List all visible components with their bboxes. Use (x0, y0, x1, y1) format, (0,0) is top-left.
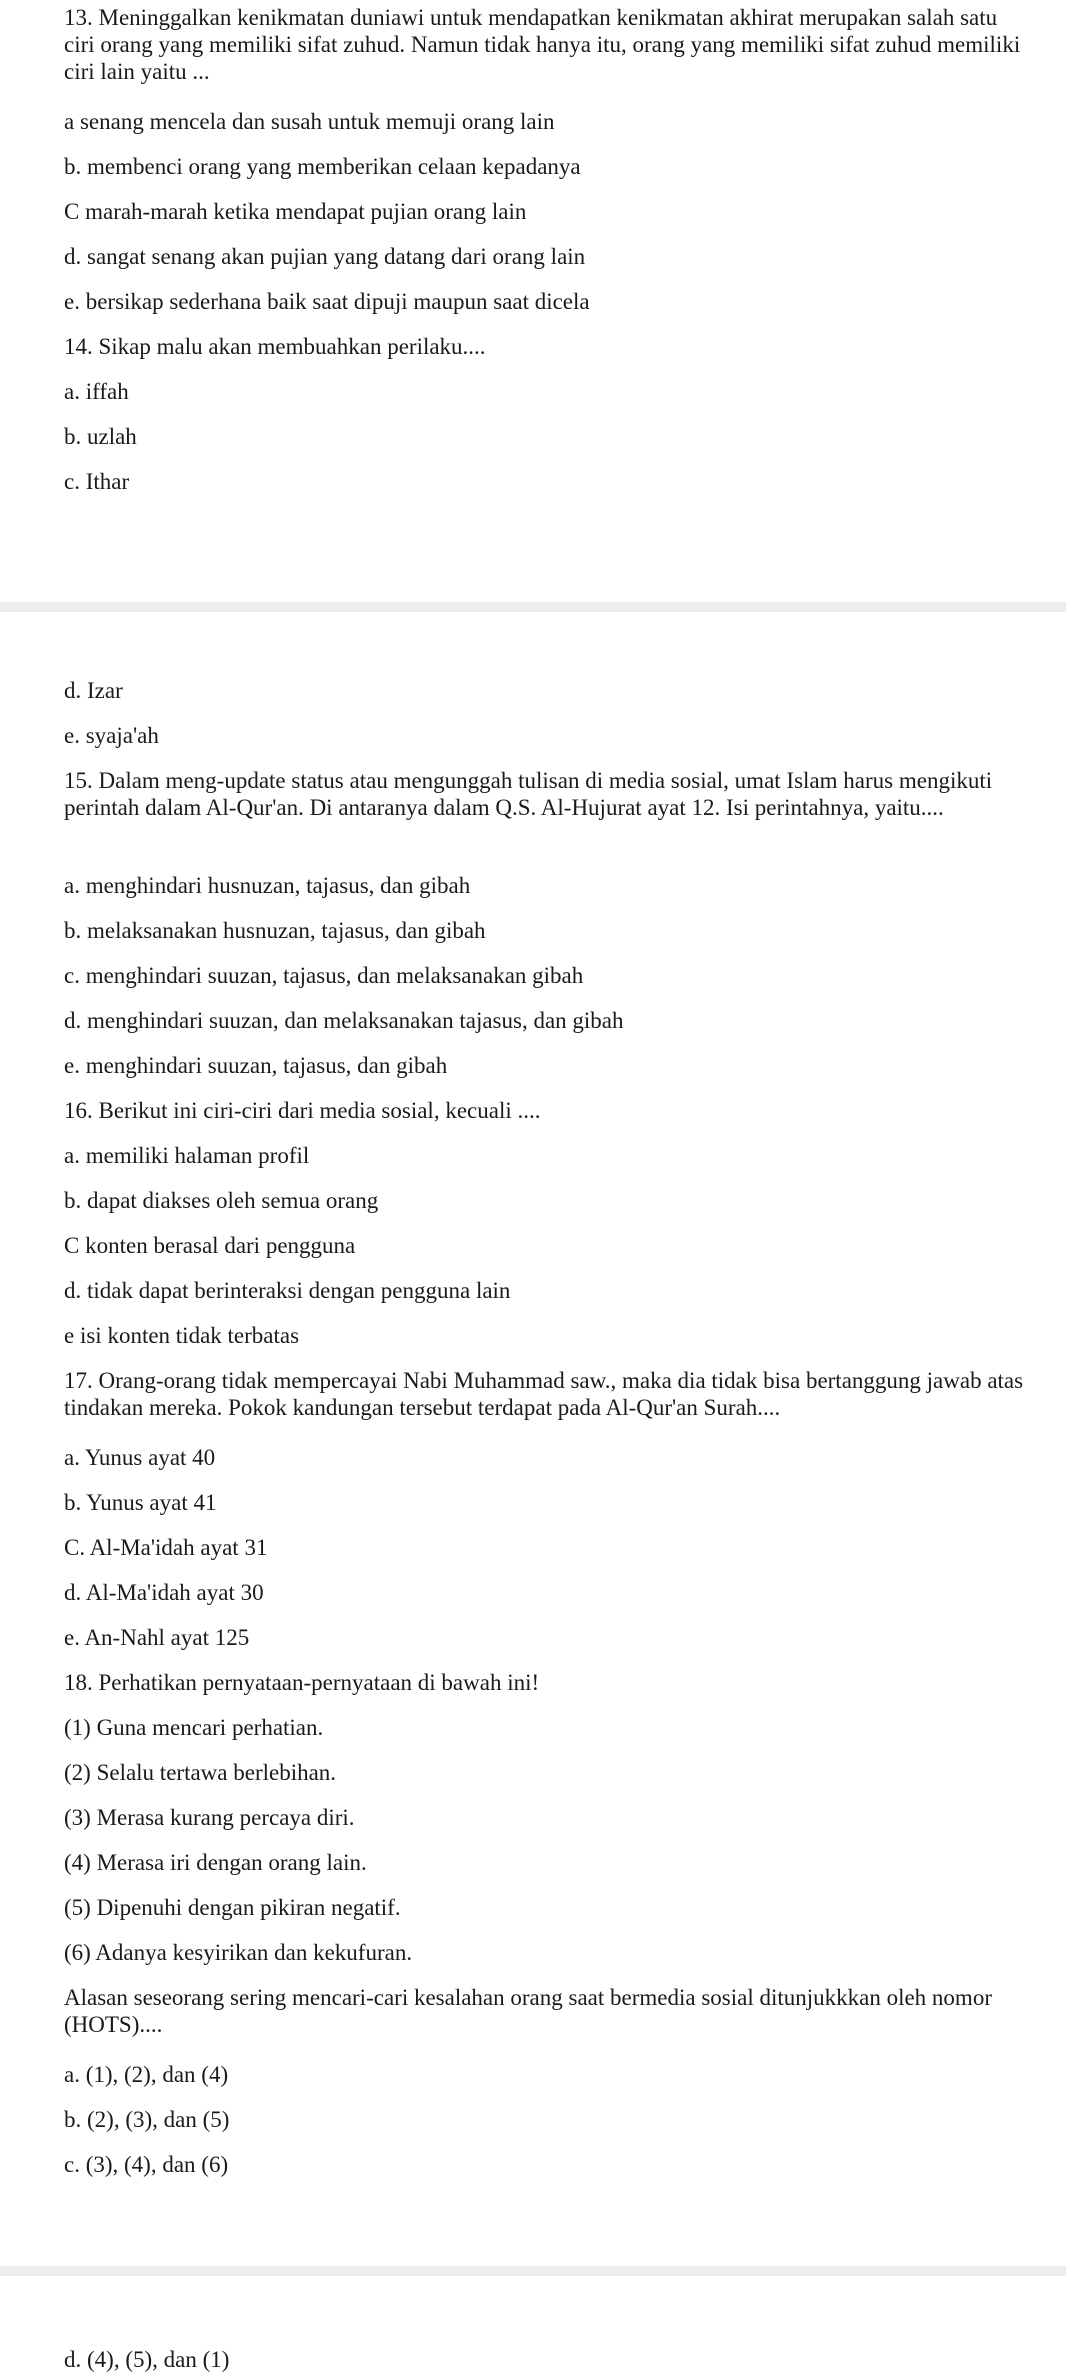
question-16-text: 16. Berikut ini ciri-ciri dari media sosial, kecuali .... (64, 1098, 541, 1123)
q16-option-e: e isi konten tidak terbatas (64, 1323, 300, 1348)
question-13-text: 13. Meninggalkan kenikmatan duniawi untuk mendapatkan kenikmatan akhirat merupakan salah satu ciri orang yang memiliki sifat zuhud. Namun tidak hanya itu, orang yang memiliki sifat zuhud memiliki ciri lain yaitu ... (64, 5, 1021, 84)
q13-option-b: b. membenci orang yang memberikan celaan kepadanya (64, 154, 581, 179)
q16-option-b: b. dapat diakses oleh semua orang (64, 1188, 379, 1213)
q15-option-b: b. melaksanakan husnuzan, tajasus, dan gibah (64, 918, 486, 943)
document-page-1 (0, 0, 1066, 602)
q18-statement-5: (5) Dipenuhi dengan pikiran negatif. (64, 1895, 401, 1920)
q13-option-c: C marah-marah ketika mendapat pujian orang lain (64, 199, 527, 224)
q18-statement-6: (6) Adanya kesyirikan dan kekufuran. (64, 1940, 413, 1965)
document-page-3 (0, 2276, 1066, 2379)
q18-statement-3: (3) Merasa kurang percaya diri. (64, 1805, 355, 1830)
q18-option-a: a. (1), (2), dan (4) (64, 2062, 229, 2087)
q18-option-d: d. (4), (5), dan (1) (64, 2347, 230, 2372)
question-17-text: 17. Orang-orang tidak mempercayai Nabi Muhammad saw., maka dia tidak bisa bertanggung jawab atas tindakan mereka. Pokok kandungan tersebut terdapat pada Al-Qur'an Surah.... (64, 1368, 1024, 1420)
document-page-2 (0, 612, 1066, 2266)
q16-option-c: C konten berasal dari pengguna (64, 1233, 356, 1258)
q18-statement-2: (2) Selalu tertawa berlebihan. (64, 1760, 337, 1785)
q18-statement-4: (4) Merasa iri dengan orang lain. (64, 1850, 367, 1875)
q17-option-b: b. Yunus ayat 41 (64, 1490, 217, 1515)
question-15-text: 15. Dalam meng-update status atau mengunggah tulisan di media sosial, umat Islam harus mengikuti perintah dalam Al-Qur'an. Di antaranya dalam Q.S. Al-Hujurat ayat 12. Isi perintahnya, yaitu.... (64, 768, 993, 820)
q15-option-a: a. menghindari husnuzan, tajasus, dan gibah (64, 873, 471, 898)
q14-option-b: b. uzlah (64, 424, 137, 449)
page-separator (0, 2266, 1066, 2276)
q13-option-d: d. sangat senang akan pujian yang datang dari orang lain (64, 244, 586, 269)
q18-option-b: b. (2), (3), dan (5) (64, 2107, 230, 2132)
question-14-text: 14. Sikap malu akan membuahkan perilaku.... (64, 334, 486, 359)
q13-option-a: a senang mencela dan susah untuk memuji orang lain (64, 109, 555, 134)
q18-option-c: c. (3), (4), dan (6) (64, 2152, 229, 2177)
q17-option-a: a. Yunus ayat 40 (64, 1445, 216, 1470)
q17-option-e: e. An-Nahl ayat 125 (64, 1625, 250, 1650)
question-18-text: 18. Perhatikan pernyataan-pernyataan di bawah ini! (64, 1670, 540, 1695)
q13-option-e: e. bersikap sederhana baik saat dipuji maupun saat dicela (64, 289, 590, 314)
q14-option-c: c. Ithar (64, 469, 130, 494)
q14-option-d: d. Izar (64, 678, 123, 703)
q14-option-a: a. iffah (64, 379, 129, 404)
q15-option-d: d. menghindari suuzan, dan melaksanakan tajasus, dan gibah (64, 1008, 624, 1033)
q14-option-e: e. syaja'ah (64, 723, 159, 748)
q16-option-a: a. memiliki halaman profil (64, 1143, 310, 1168)
q15-option-e: e. menghindari suuzan, tajasus, dan gibah (64, 1053, 448, 1078)
q18-statement-1: (1) Guna mencari perhatian. (64, 1715, 324, 1740)
page-separator (0, 602, 1066, 612)
q18-prompt: Alasan seseorang sering mencari-cari kesalahan orang saat bermedia sosial ditunjukkkan oleh nomor (HOTS).... (64, 1985, 992, 2037)
q17-option-d: d. Al-Ma'idah ayat 30 (64, 1580, 264, 1605)
q16-option-d: d. tidak dapat berinteraksi dengan pengguna lain (64, 1278, 511, 1303)
q15-option-c: c. menghindari suuzan, tajasus, dan melaksanakan gibah (64, 963, 584, 988)
q17-option-c: C. Al-Ma'idah ayat 31 (64, 1535, 268, 1560)
